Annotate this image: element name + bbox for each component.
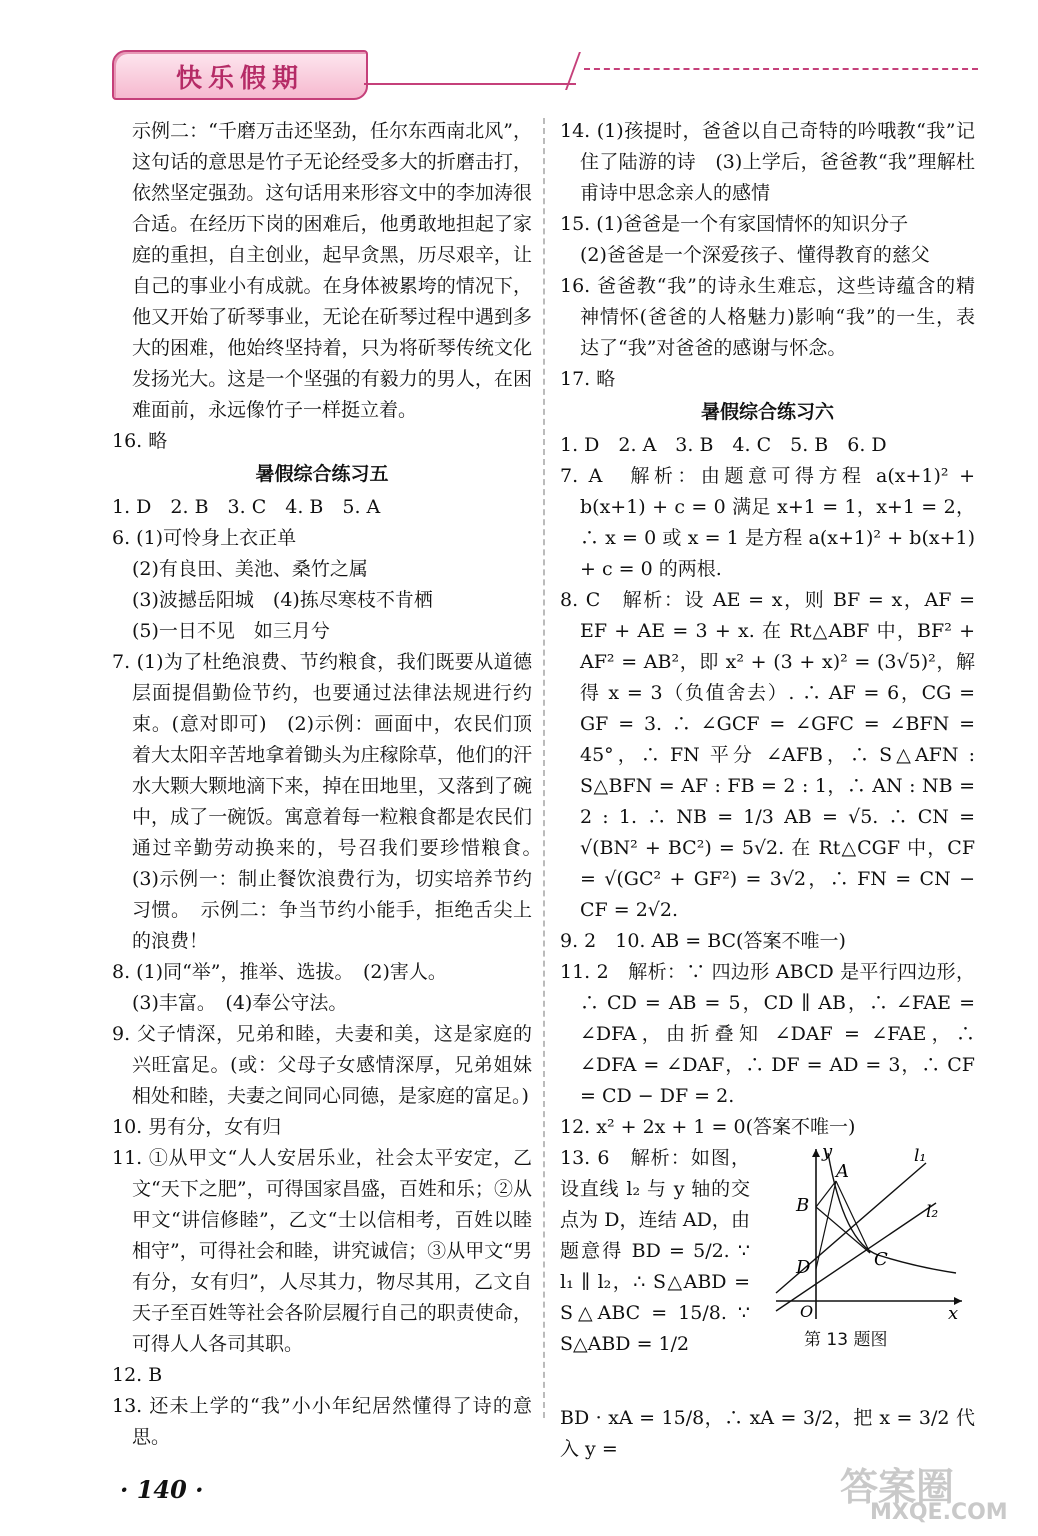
- answer-item: 7. A 解析：由题意可得方程 a(x+1)² + b(x+1) + c = 0 满足 x+1 = 1，x+1 = 2，∴ x = 0 或 x = 1 是方程 a(x+1)² + b(x+1) + c = 0 的两根.: [560, 465, 975, 580]
- segment-ac: [836, 1181, 870, 1253]
- label-y: y: [822, 1143, 833, 1162]
- answer-item: 14. (1)孩提时，爸爸以自己奇特的吟哦教“我”记住了陆游的诗 (3)上学后，爸爸教“我”理解杜甫诗中思念亲人的感情: [560, 120, 975, 204]
- header-rule: [364, 83, 576, 85]
- answer-item: 16. 爸爸教“我”的诗永生难忘，这些诗蕴含的精神情怀(爸爸的人格魅力)影响“我”的一生，表达了“我”对爸爸的感谢与怀念。: [560, 275, 975, 359]
- right-column: [560, 116, 975, 1465]
- answer-item: (2)爸爸是一个深爱孩子、懂得教育的慈父: [580, 244, 930, 266]
- answer-paragraph: 示例二：“千磨万击还坚劲，任尔东西南北风”，这句话的意思是竹子无论经受多大的折磨击打，依然坚定强劲。这句话用来形容文中的李加涛很合适。在经历下岗的困难后，他勇敢地担起了家庭的重担，自主创业，起早贪黑，历尽艰辛，让自己的事业小有成就。在身体被累垮的情况下，他又开始了斫琴事业，无论在斫琴过程中遇到多大的困难，他始终坚持着，只为将斫琴传统文化发扬光大。这是一个坚强的有毅力的男人，在困难面前，永远像竹子一样挺立着。: [132, 120, 532, 421]
- answer-item: 17. 略: [560, 368, 616, 390]
- answer-item: 11. ①从甲文“人人安居乐业，社会太平安定，乙文“天下之肥”，可得国家昌盛，百姓和乐；②从甲文“讲信修睦”，乙文“士以信相考，百姓以睦相守”，可得社会和睦，讲究诚信；③从甲文“男有分，女有归”，人尽其力，物尽其用，乙文自天子至百姓等社会各阶层履行自己的职责使命，可得人人各司其职。: [112, 1147, 532, 1355]
- question-13-text: 13. 6 解析：如图，设直线 l₂ 与 y 轴的交点为 D，连结 AD，由题意得 BD = 5/2. ∵ l₁ ∥ l₂，∴ S△ABD = S△ABC = 15/8. ∵ S△ABD = 1/2: [560, 1147, 750, 1355]
- label-a: A: [836, 1161, 849, 1182]
- answer-item: 10. 男有分，女有归: [112, 1116, 282, 1138]
- answer-item: 9. 父子情深，兄弟和睦，夫妻和美，这是家庭的兴旺富足。(或：父母子女感情深厚，兄弟姐妹相处和睦，夫妻之间同心同德，是家庭的富足。): [112, 1023, 532, 1107]
- label-l2: l₂: [926, 1202, 939, 1222]
- question-13-tail: BD · xA = 15/8，∴ xA = 3/2，把 x = 3/2 代入 y =: [560, 1407, 975, 1460]
- section-title: 暑假综合练习六: [700, 401, 834, 423]
- figure-caption: 第 13 题图: [804, 1330, 888, 1350]
- y-arrow-icon: [812, 1149, 820, 1157]
- answer-item: 8. (1)同“举”，推举、选拔。 (2)害人。: [112, 961, 447, 983]
- label-o: O: [800, 1302, 814, 1321]
- answer-item: 12. B: [112, 1364, 163, 1386]
- section-title: 暑假综合练习五: [255, 463, 389, 485]
- watermark-logo: 答案圈: [840, 1465, 955, 1509]
- page-header: [0, 0, 1038, 110]
- answer-item: (2)有良田、美池、桑竹之属: [132, 558, 368, 580]
- question-13: [560, 1143, 975, 1403]
- brand-logo: [112, 50, 368, 100]
- answer-item: 7. (1)为了杜绝浪费、节约粮食，我们既要从道德层面提倡勤俭节约，也要通过法律法规进行约束。(意对即可) (2)示例：画面中，农民们顶着大太阳辛苦地拿着锄头为庄稼除草，他们的汗水大颗大颗地滴下来，掉在田地里，又落到了碗中，成了一碗饭。寓意着每一粒粮食都是农民们通过辛勤劳动换来的，号召我们要珍惜粮食。 (3)示例一：制止餐饮浪费行为，切实培养节约习惯。 示例二：争当节约小能手，拒绝舌尖上的浪费！: [112, 651, 552, 952]
- answer-item: 8. C 解析：设 AE = x，则 BF = x，AF = EF + AE = 3 + x. 在 Rt△ABF 中，BF² + AF² = AB²，即 x² + (3 + x)² = (3√5)²，解得 x = 3（负值舍去）. ∴ AF = 6，CG = GF = 3. ∴ ∠GCF = ∠GFC = ∠BFN = 45°，∴ FN 平分 ∠AFB，∴ S△AFN : S△BFN = AF : FB = 2 : 1，∴ AN : NB = 2 : 1. ∴ NB = 1/3 AB = √5. ∴ CN = √(BN² + BC²) = 5√2. 在 Rt△CGF 中，CF = √(GC² + GF²) = 3√2，∴ FN = CN − CF = 2√2.: [560, 589, 975, 921]
- label-x: x: [948, 1303, 959, 1323]
- label-c: C: [874, 1249, 888, 1270]
- watermark-url: MXQE.COM: [870, 1500, 1008, 1525]
- answer-item: 1. D 2. B 3. C 4. B 5. A: [112, 496, 381, 518]
- left-column: [112, 116, 552, 1453]
- answer-item: 6. (1)可怜身上衣正单: [112, 527, 297, 549]
- column-divider: [543, 118, 545, 1418]
- header-title: 快乐假期: [175, 64, 304, 94]
- question-13-figure: [766, 1143, 966, 1323]
- answer-item: 11. 2 解析：∵ 四边形 ABCD 是平行四边形，∴ CD = AB = 5，CD ∥ AB，∴ ∠FAE = ∠DFA，由折叠知 ∠DAF = ∠FAE，∴ ∠DFA = ∠DAF，∴ DF = AD = 3，∴ CF = CD − DF = 2.: [560, 961, 975, 1107]
- answer-item: 15. (1)爸爸是一个有家国情怀的知识分子: [560, 213, 909, 235]
- answer-item: 13. 还未上学的“我”小小年纪居然懂得了诗的意思。: [112, 1395, 532, 1448]
- label-l1: l₁: [914, 1146, 927, 1166]
- answer-item: (3)丰富。 (4)奉公守法。: [132, 992, 348, 1014]
- answer-item: 12. x² + 2x + 1 = 0(答案不唯一): [560, 1116, 856, 1138]
- page-number: · 140 ·: [120, 1475, 204, 1504]
- label-b: B: [796, 1195, 810, 1216]
- answer-item: 1. D 2. A 3. B 4. C 5. B 6. D: [560, 434, 887, 456]
- segment-bc: [816, 1207, 870, 1253]
- answer-item: (5)一日不见 如三月兮: [132, 620, 330, 642]
- header-dashed-rule: [584, 68, 978, 70]
- answer-item: 16. 略: [112, 430, 168, 452]
- answer-item: 9. 2 10. AB = BC(答案不唯一): [560, 930, 846, 952]
- answer-item: (3)波撼岳阳城 (4)拣尽寒枝不肯栖: [132, 589, 433, 611]
- label-d: D: [796, 1257, 811, 1278]
